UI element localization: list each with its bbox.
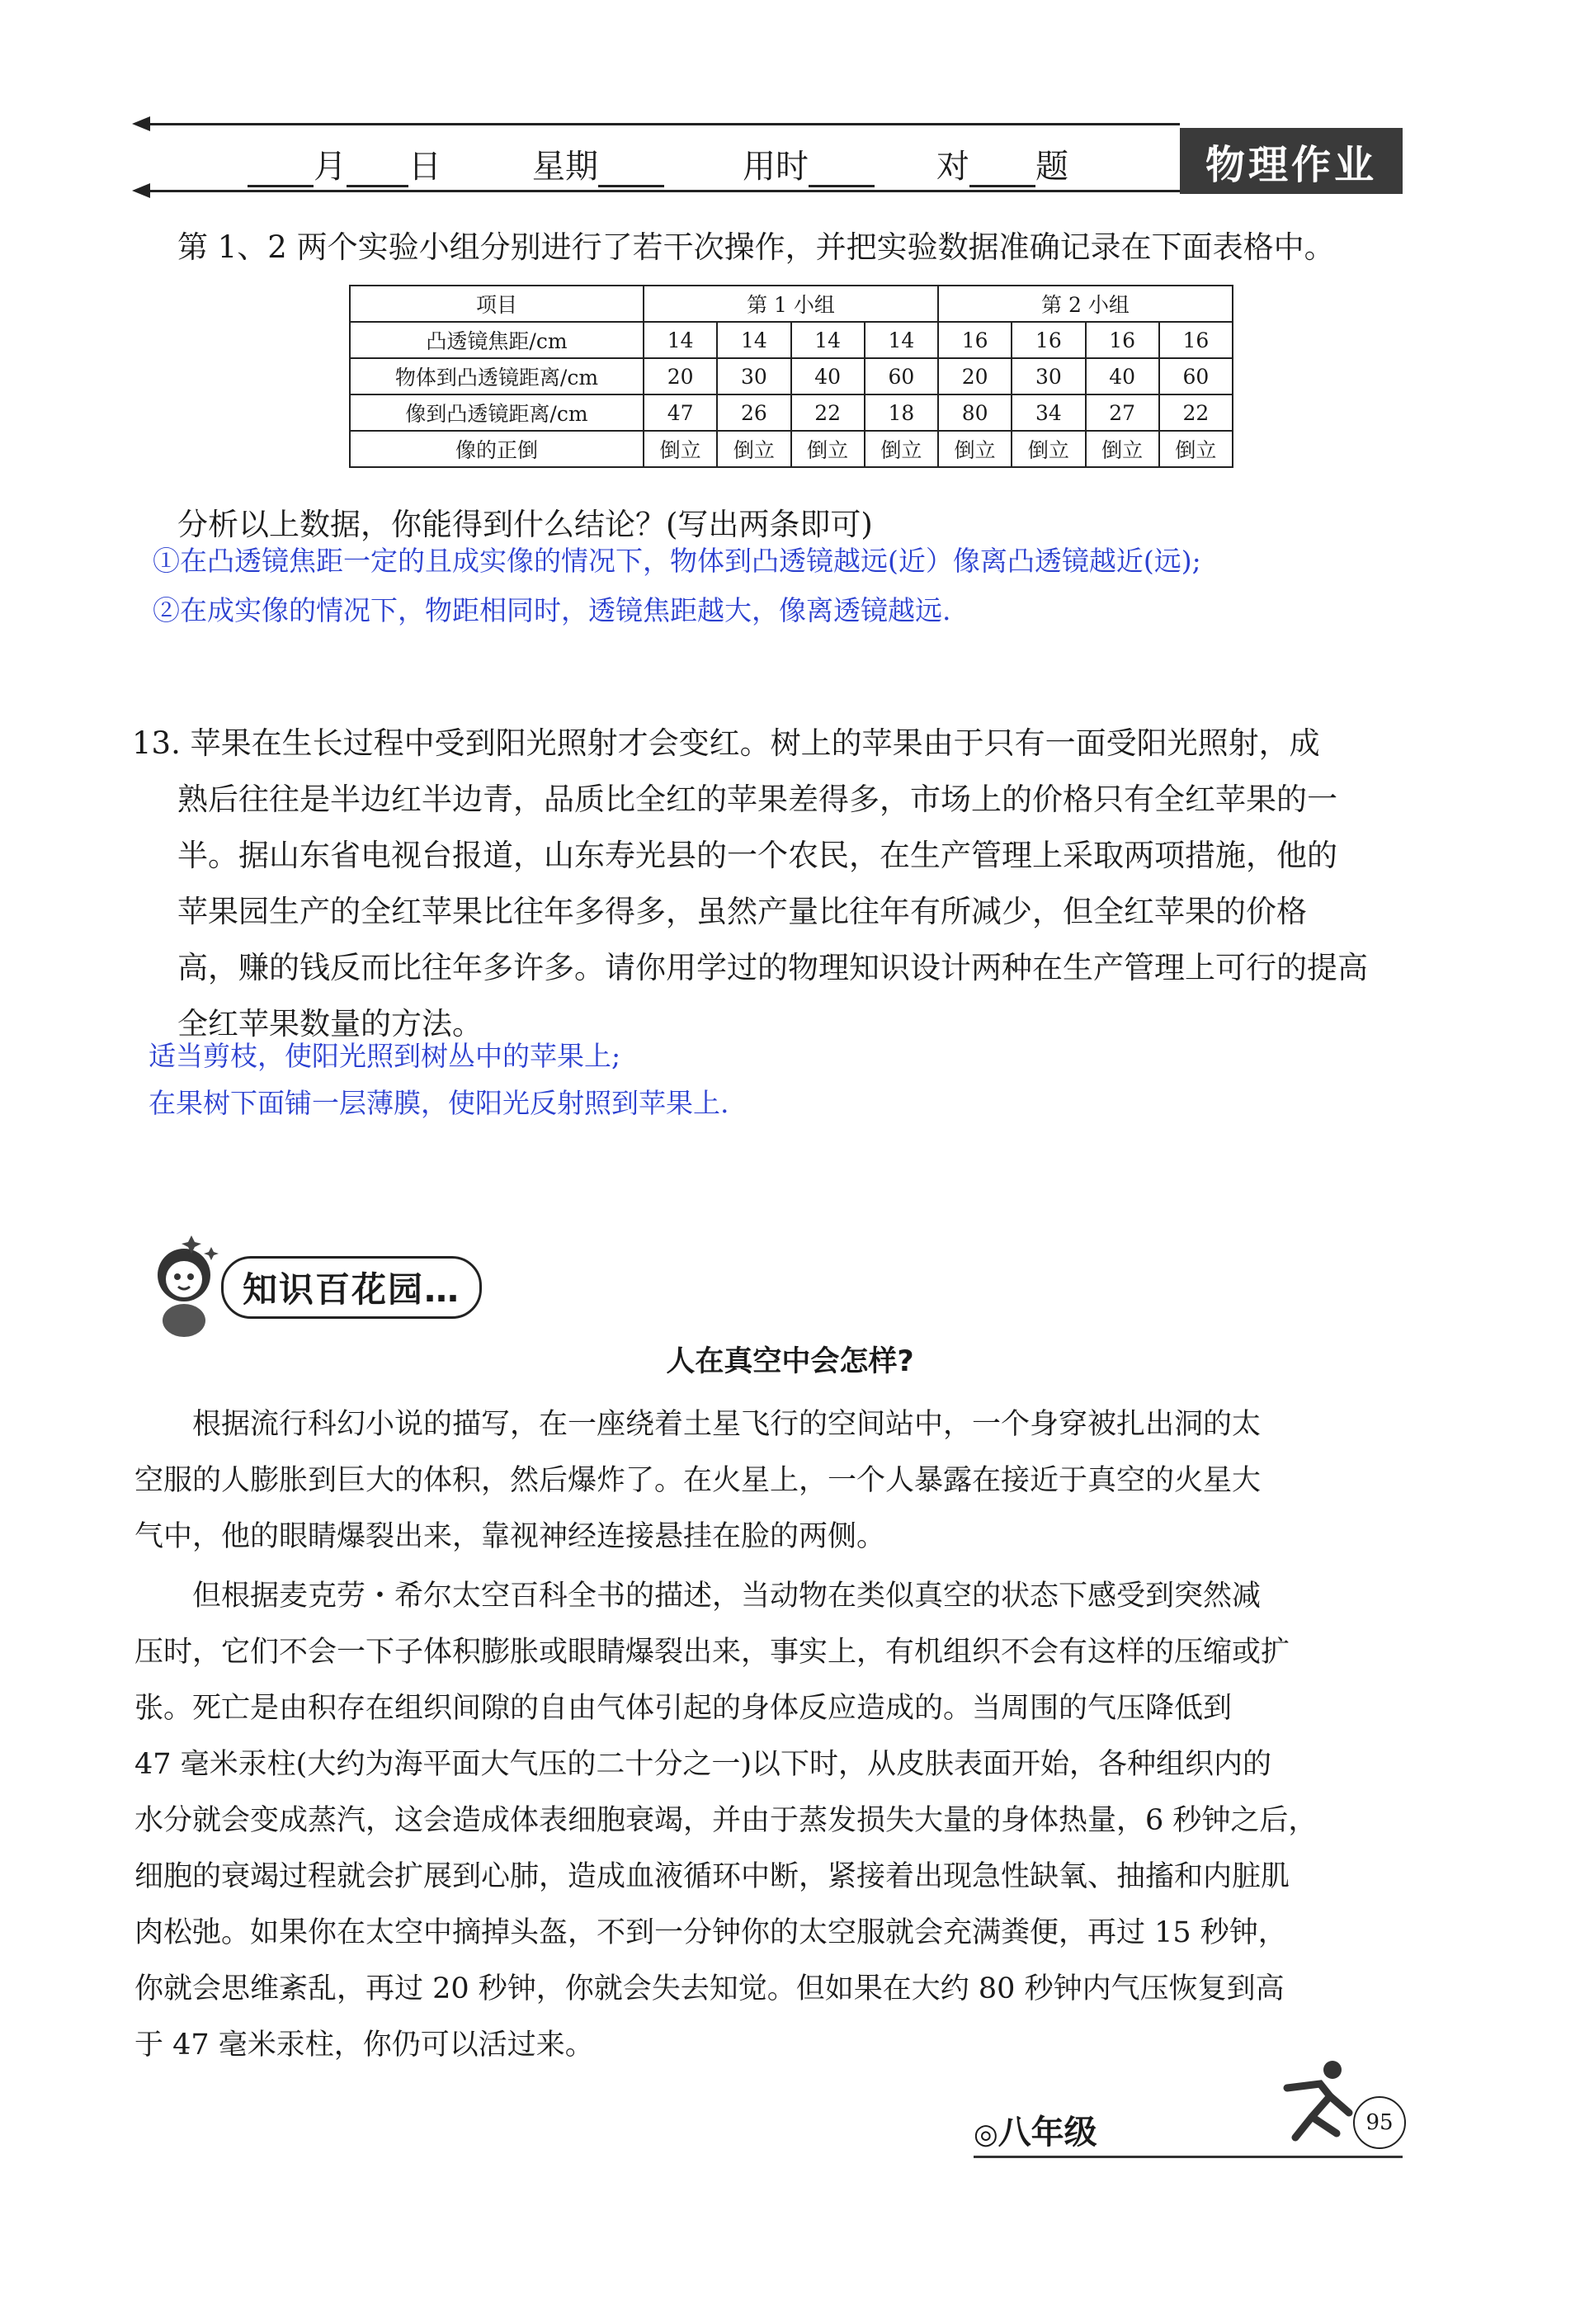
header-arrow-top [132, 116, 150, 131]
reading-line: 空服的人膨胀到巨大的体积，然后爆炸了。在火星上，一个人暴露在接近于真空的火星大 [134, 1464, 1262, 1497]
reading-line: 肉松弛。如果你在太空中摘掉头盔，不到一分钟你的太空服就会充满粪便，再过 15 秒钟， [134, 1916, 1287, 1949]
table-cell: 倒立 [1159, 431, 1233, 467]
table-cell: 倒立 [1012, 431, 1085, 467]
table-cell: 22 [1159, 394, 1233, 431]
reading-line: 你就会思维紊乱，再过 20 秒钟，你就会失去知觉。但如果在大约 80 秒钟内气压恢复到高 [134, 1972, 1285, 2005]
table-cell: 16 [1086, 322, 1159, 358]
page-number: 95 [1353, 2096, 1406, 2149]
header-arrow-bottom [132, 183, 150, 198]
header-line-top [149, 123, 1180, 125]
table-cell: 47 [644, 394, 717, 431]
time-field: 用时 [743, 140, 875, 187]
table-cell: 14 [865, 322, 938, 358]
table-cell: 30 [717, 358, 790, 394]
grade-label: ◎八年级 [974, 2114, 1097, 2152]
table-cell: 倒立 [791, 431, 865, 467]
table-row [350, 322, 1233, 358]
table-cell: 16 [1012, 322, 1085, 358]
answer-13-line-2: 在果树下面铺一层薄膜，使阳光反射照到苹果上. [149, 1087, 729, 1119]
q13-line: 高，赚的钱反而比往年多许多。请你用学过的物理知识设计两种在生产管理上可行的提高 [177, 950, 1368, 985]
weekday-field: 星期 [532, 140, 664, 187]
table-cell: 40 [791, 358, 865, 394]
reading-line: 但根据麦克劳・希尔太空百科全书的描述，当动物在类似真空的状态下感受到突然减 [134, 1580, 1262, 1613]
runner-icon [1271, 2055, 1361, 2146]
reading-line: 于 47 毫米汞柱，你仍可以活过来。 [134, 2029, 594, 2062]
table-cell: 倒立 [1086, 431, 1159, 467]
table-header-group2: 第 2 小组 [938, 286, 1233, 322]
header-line-bottom [149, 190, 1180, 192]
table-cell: 18 [865, 394, 938, 431]
table-cell: 80 [938, 394, 1012, 431]
score-field: 对 题 [936, 148, 1068, 186]
q13-line: 13. 苹果在生长过程中受到阳光照射才会变红。树上的苹果由于只有一面受阳光照射，成 [132, 725, 1320, 761]
experiment-table [349, 285, 1233, 468]
answer-12-line-1: ①在凸透镜焦距一定的且成实像的情况下，物体到凸透镜越远(近）像离凸透镜越近(远); [153, 545, 1201, 577]
table-cell: 60 [865, 358, 938, 394]
table-cell: 22 [791, 394, 865, 431]
reading-line: 根据流行科幻小说的描写，在一座绕着土星飞行的空间站中，一个身穿被扎出洞的太 [134, 1408, 1262, 1441]
table-cell: 20 [938, 358, 1012, 394]
q12-intro: 第 1、2 两个实验小组分别进行了若干次操作，并把实验数据准确记录在下面表格中。 [177, 229, 1335, 265]
date-month-field: 月 日 [248, 140, 441, 187]
reading-line: 气中，他的眼睛爆裂出来，靠视神经连接悬挂在脸的两侧。 [134, 1520, 886, 1553]
table-cell: 34 [1012, 394, 1085, 431]
footer-line [974, 2156, 1403, 2158]
row-label: 像到凸透镜距离/cm [350, 394, 644, 431]
reading-line: 张。死亡是由积存在组织间隙的自由气体引起的身体反应造成的。当周围的气压降低到 [134, 1692, 1233, 1725]
table-cell: 16 [938, 322, 1012, 358]
q13-line: 苹果园生产的全红苹果比往年多得多，虽然产量比往年有所减少，但全红苹果的价格 [177, 894, 1307, 929]
table-cell: 倒立 [717, 431, 790, 467]
row-label: 凸透镜焦距/cm [350, 322, 644, 358]
reading-line: 水分就会变成蒸汽，这会造成体表细胞衰竭，并由于蒸发损失大量的身体热量，6 秒钟之后， [134, 1804, 1318, 1837]
table-cell: 60 [1159, 358, 1233, 394]
table-cell: 倒立 [644, 431, 717, 467]
table-row [350, 394, 1233, 431]
reading-title: 人在真空中会怎样? [666, 1345, 914, 1378]
table-cell: 倒立 [938, 431, 1012, 467]
q13-line: 熟后往往是半边红半边青，品质比全红的苹果差得多，市场上的价格只有全红苹果的一 [177, 782, 1337, 817]
table-header-group1: 第 1 小组 [644, 286, 938, 322]
table-cell: 40 [1086, 358, 1159, 394]
section-title-knowledge-garden: 知识百花园… [221, 1256, 482, 1319]
table-header-row [350, 286, 1233, 322]
row-label: 像的正倒 [350, 431, 644, 467]
q13-line: 全红苹果数量的方法。 [177, 1006, 483, 1042]
table-cell: 20 [644, 358, 717, 394]
row-label: 物体到凸透镜距离/cm [350, 358, 644, 394]
table-cell: 倒立 [865, 431, 938, 467]
table-row [350, 431, 1233, 467]
q13-line: 半。据山东省电视台报道，山东寿光县的一个农民，在生产管理上采取两项措施，他的 [177, 838, 1337, 873]
table-cell: 14 [644, 322, 717, 358]
spiral-icon: ◎ [974, 2118, 998, 2151]
table-cell: 30 [1012, 358, 1085, 394]
reading-line: 压时，它们不会一下子体积膨胀或眼睛爆裂出来，事实上，有机组织不会有这样的压缩或扩 [134, 1636, 1290, 1669]
table-cell: 27 [1086, 394, 1159, 431]
table-cell: 26 [717, 394, 790, 431]
table-cell: 14 [791, 322, 865, 358]
answer-13-line-1: 适当剪枝，使阳光照到树丛中的苹果上; [149, 1040, 621, 1072]
table-cell: 16 [1159, 322, 1233, 358]
analysis-question: 分析以上数据，你能得到什么结论？(写出两条即可) [177, 507, 873, 542]
subject-badge: 物理作业 [1180, 128, 1403, 194]
table-header-item: 项目 [350, 286, 644, 322]
reading-line: 47 毫米汞柱(大约为海平面大气压的二十分之一)以下时，从皮肤表面开始，各种组织内的 [134, 1748, 1271, 1781]
reading-line: 细胞的衰竭过程就会扩展到心肺，造成血液循环中断，紧接着出现急性缺氧、抽搐和内脏肌 [134, 1860, 1290, 1893]
table-row [350, 358, 1233, 394]
answer-12-line-2: ②在成实像的情况下，物距相同时，透镜焦距越大，像离透镜越远. [153, 594, 951, 626]
table-cell: 14 [717, 322, 790, 358]
